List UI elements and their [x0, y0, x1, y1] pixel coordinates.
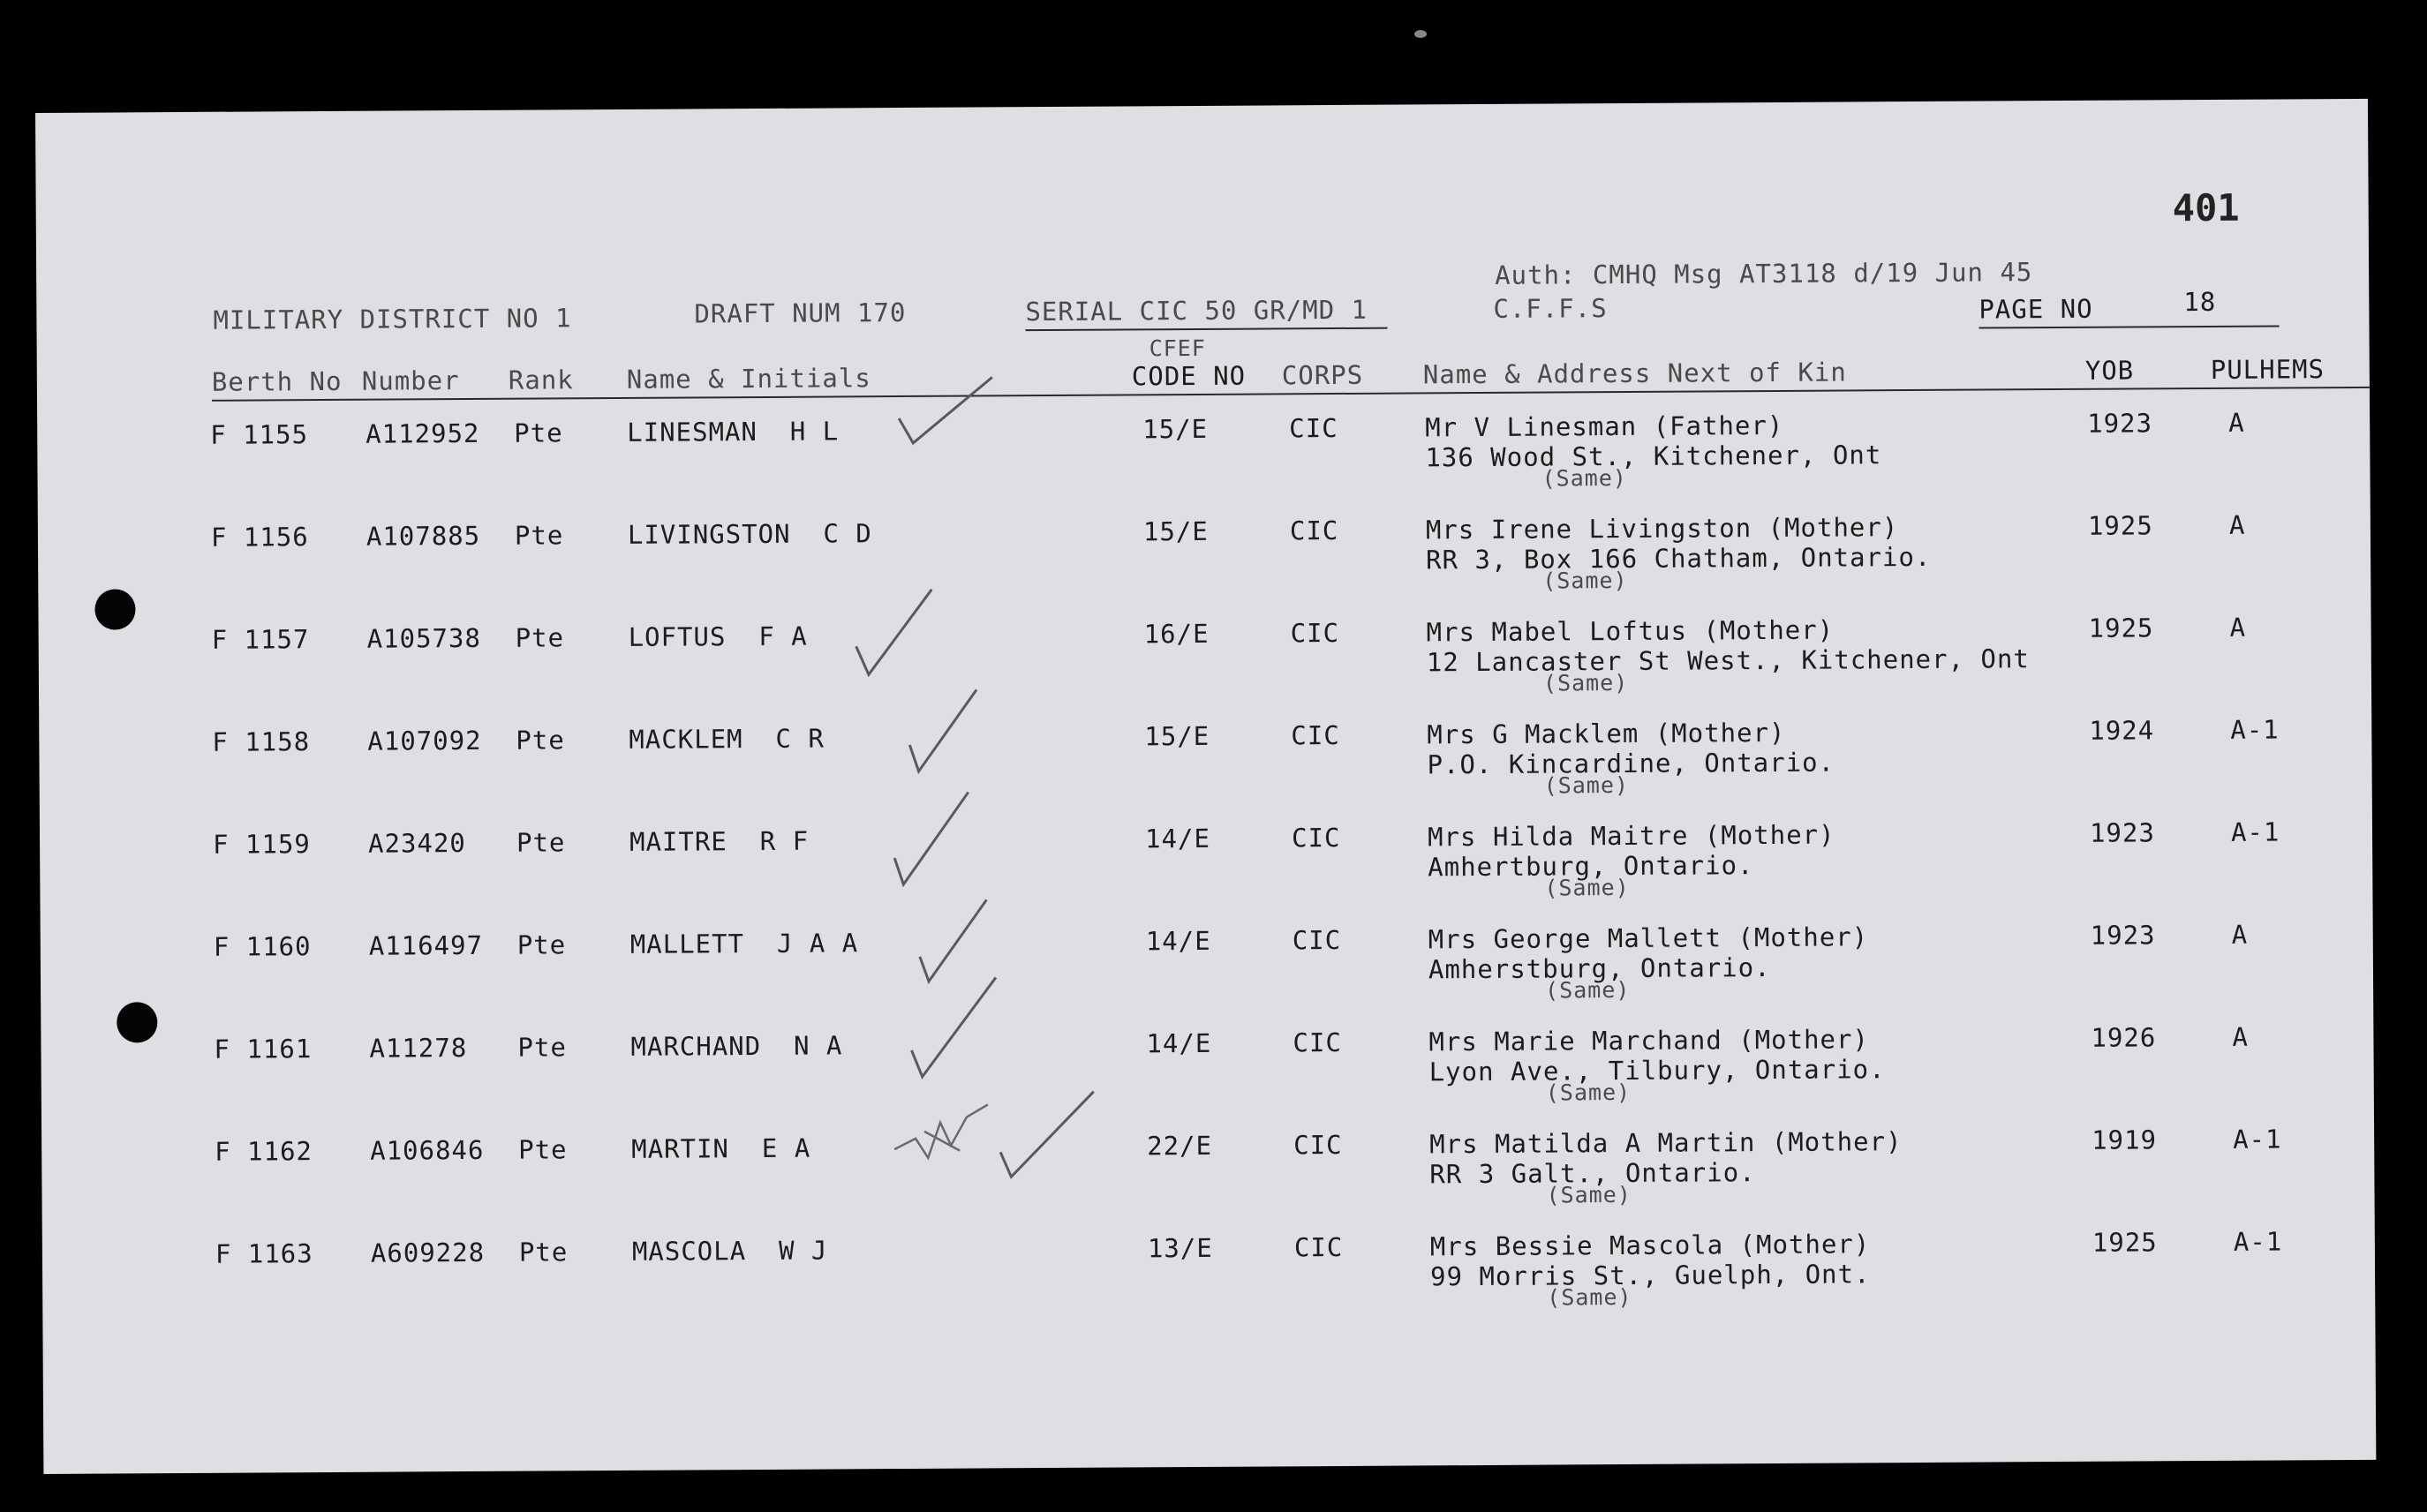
- nok-name: Mrs Mabel Loftus (Mother): [1426, 614, 1835, 648]
- page-number: 401: [2172, 185, 2240, 230]
- pulhems-cell: A-1: [2230, 714, 2280, 745]
- rank-cell: Pte: [516, 725, 565, 756]
- yob-cell: 1925: [2087, 510, 2153, 541]
- col-yob: YOB: [2084, 355, 2135, 386]
- number-cell: A107885: [366, 520, 481, 552]
- nok-same: (Same): [1543, 771, 1630, 799]
- table-row: [42, 1226, 2376, 1345]
- nok-same: (Same): [1542, 567, 1628, 594]
- nok-same: (Same): [1547, 1283, 1632, 1311]
- berth-cell: F 1161: [214, 1034, 313, 1064]
- berth-cell: F 1155: [210, 419, 309, 450]
- name-cell: LINESMAN H L: [627, 416, 840, 448]
- code-cell: 14/E: [1145, 925, 1211, 957]
- nok-name: Mrs Marie Marchand (Mother): [1428, 1024, 1869, 1057]
- name-cell: LOFTUS F A: [628, 621, 808, 652]
- check-mark-icon: [850, 584, 939, 682]
- corps-cell: CIC: [1290, 617, 1340, 649]
- nok-address: RR 3, Box 166 Chatham, Ontario.: [1426, 541, 1932, 575]
- yob-cell: 1924: [2089, 715, 2155, 746]
- code-cell: 15/E: [1142, 413, 1209, 445]
- table-row: [40, 816, 2373, 936]
- nok-address: Amhertburg, Ontario.: [1428, 850, 1754, 883]
- serial: SERIAL CIC 50 GR/MD 1: [1025, 294, 1368, 327]
- rank-cell: Pte: [516, 827, 566, 858]
- nok-same: (Same): [1546, 1181, 1632, 1208]
- rank-cell: Pte: [514, 417, 563, 448]
- yob-cell: 1925: [2092, 1227, 2158, 1258]
- number-cell: A107092: [367, 725, 482, 756]
- force-code: C.F.F.S: [1493, 293, 1608, 324]
- number-cell: A23420: [367, 828, 466, 859]
- corps-cell: CIC: [1291, 822, 1341, 854]
- rank-cell: Pte: [517, 1032, 567, 1063]
- name-cell: LIVINGSTON C D: [627, 518, 872, 550]
- pulhems-cell: A: [2228, 407, 2245, 438]
- berth-cell: F 1160: [213, 931, 312, 962]
- col-rank: Rank: [508, 365, 574, 395]
- page-underline: [1979, 325, 2280, 328]
- col-nok: Name & Address Next of Kin: [1422, 357, 1847, 390]
- table-row: [41, 921, 2374, 1038]
- name-cell: MARTIN E A: [631, 1132, 811, 1164]
- pulhems-cell: A: [2231, 919, 2249, 950]
- number-cell: A116497: [368, 929, 484, 961]
- check-mark-icon: [904, 682, 984, 780]
- rank-cell: Pte: [518, 1134, 568, 1165]
- corps-cell: CIC: [1293, 1027, 1342, 1058]
- table-row: [38, 509, 2371, 628]
- pulhems-cell: A-1: [2233, 1124, 2282, 1155]
- nok-same: (Same): [1542, 669, 1629, 696]
- nok-same: (Same): [1541, 464, 1627, 492]
- yob-cell: 1923: [2087, 408, 2153, 439]
- code-cell: 15/E: [1142, 515, 1209, 547]
- check-mark-icon: [995, 1087, 1102, 1185]
- code-cell: 22/E: [1147, 1130, 1213, 1162]
- name-cell: MAITRE R F: [629, 825, 810, 857]
- berth-cell: F 1163: [215, 1238, 313, 1269]
- col-pulhems: PULHEMS: [2210, 354, 2325, 385]
- col-code: CODE NO: [1131, 360, 1247, 392]
- berth-cell: F 1156: [210, 522, 309, 553]
- scribble-mark-icon: [889, 1095, 995, 1167]
- col-berth: Berth No: [211, 365, 343, 397]
- nok-name: Mrs George Mallett (Mother): [1428, 921, 1869, 955]
- yob-cell: 1925: [2088, 613, 2154, 643]
- corps-cell: CIC: [1291, 719, 1340, 751]
- nok-address: RR 3 Galt., Ontario.: [1429, 1157, 1756, 1190]
- serial-underline: [1026, 327, 1388, 332]
- record-sheet: [35, 99, 2376, 1474]
- rank-cell: Pte: [516, 929, 567, 960]
- nok-name: Mrs Hilda Maitre (Mother): [1427, 819, 1835, 853]
- yob-cell: 1919: [2092, 1125, 2158, 1155]
- page-label: PAGE NO: [1979, 293, 2093, 325]
- nok-address: 99 Morris St., Guelph, Ont.: [1429, 1259, 1871, 1292]
- page-value: 18: [2183, 286, 2217, 318]
- check-mark-icon: [889, 786, 978, 893]
- pulhems-cell: A-1: [2230, 816, 2280, 847]
- table-row: [39, 714, 2372, 833]
- code-cell: 15/E: [1144, 720, 1210, 752]
- check-mark-icon: [906, 972, 1004, 1087]
- nok-name: Mrs Bessie Mascola (Mother): [1429, 1229, 1871, 1262]
- corps-cell: CIC: [1293, 1129, 1343, 1161]
- pulhems-cell: A: [2232, 1021, 2250, 1052]
- code-cell: 14/E: [1146, 1027, 1212, 1059]
- nok-same: (Same): [1544, 874, 1630, 901]
- name-cell: MARCHAND N A: [630, 1030, 843, 1062]
- check-mark-icon: [893, 372, 1000, 452]
- berth-cell: F 1162: [215, 1136, 313, 1167]
- nok-name: Mrs Matilda A Martin (Mother): [1429, 1126, 1903, 1160]
- col-name: Name & Initials: [626, 363, 871, 395]
- pulhems-cell: A: [2228, 509, 2246, 540]
- nok-same: (Same): [1545, 976, 1631, 1004]
- berth-cell: F 1158: [212, 726, 311, 757]
- table-row: [41, 1126, 2375, 1243]
- berth-cell: F 1159: [212, 829, 311, 860]
- draft-number: DRAFT NUM 170: [694, 297, 907, 329]
- name-cell: MASCOLA W J: [631, 1235, 828, 1267]
- code-cell: 14/E: [1144, 823, 1210, 854]
- name-cell: MALLETT J A A: [629, 928, 859, 959]
- col-code-top: CFEF: [1149, 335, 1206, 362]
- nok-address: Amherstburg, Ontario.: [1428, 952, 1771, 985]
- corps-cell: CIC: [1292, 924, 1342, 956]
- debris-mark: [1414, 30, 1427, 38]
- nok-address: P.O. Kincardine, Ontario.: [1427, 747, 1835, 780]
- nok-name: Mrs G Macklem (Mother): [1427, 717, 1786, 750]
- nok-address: 12 Lancaster St West., Kitchener, Ont: [1426, 643, 2030, 678]
- table-row: [41, 1021, 2374, 1140]
- table-row: [37, 407, 2370, 526]
- rank-cell: Pte: [515, 622, 565, 653]
- code-cell: 16/E: [1143, 618, 1210, 650]
- yob-cell: 1926: [2091, 1022, 2157, 1053]
- nok-address: 136 Wood St., Kitchener, Ont: [1425, 440, 1882, 473]
- col-number: Number: [361, 365, 460, 396]
- corps-cell: CIC: [1293, 1231, 1344, 1263]
- yob-cell: 1923: [2089, 817, 2155, 848]
- yob-cell: 1923: [2090, 920, 2156, 951]
- number-cell: A609228: [370, 1237, 486, 1268]
- rank-cell: Pte: [514, 520, 564, 551]
- number-cell: A112952: [366, 417, 480, 449]
- military-district: MILITARY DISTRICT NO 1: [213, 303, 572, 335]
- berth-cell: F 1157: [211, 624, 310, 655]
- corps-cell: CIC: [1289, 412, 1338, 444]
- code-cell: 13/E: [1147, 1232, 1213, 1264]
- corps-cell: CIC: [1289, 515, 1339, 546]
- rank-cell: Pte: [518, 1237, 569, 1268]
- table-row: [39, 614, 2372, 731]
- nok-address: Lyon Ave., Tilbury, Ontario.: [1428, 1054, 1886, 1087]
- pulhems-cell: A: [2229, 612, 2247, 643]
- name-cell: MACKLEM C R: [629, 723, 825, 755]
- nok-name: Mr V Linesman (Father): [1425, 410, 1784, 443]
- nok-same: (Same): [1545, 1079, 1632, 1106]
- pulhems-cell: A-1: [2233, 1226, 2283, 1257]
- number-cell: A11278: [369, 1033, 468, 1064]
- col-corps: CORPS: [1281, 359, 1364, 391]
- auth-reference: Auth: CMHQ Msg AT3118 d/19 Jun 45: [1495, 257, 2033, 290]
- number-cell: A105738: [366, 622, 481, 654]
- nok-name: Mrs Irene Livingston (Mother): [1425, 512, 1899, 545]
- number-cell: A106846: [370, 1134, 485, 1166]
